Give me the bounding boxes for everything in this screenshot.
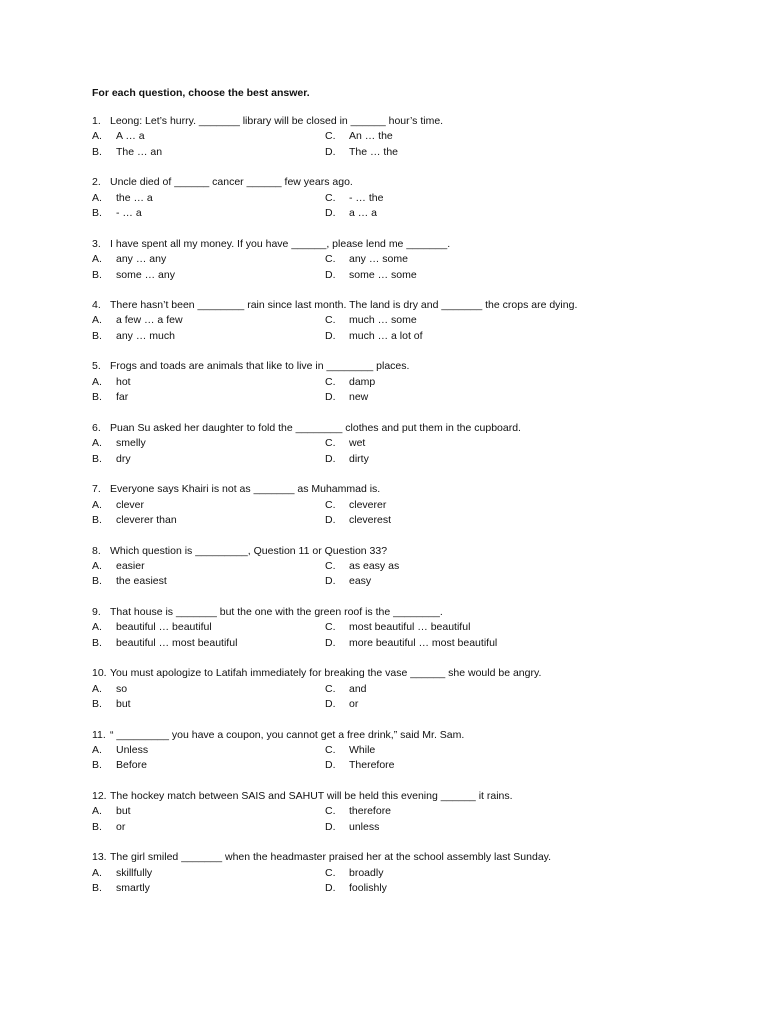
question-text: “ _________ you have a coupon, you cannot get a free drink,” said Mr. Sam. [110, 728, 465, 741]
option-text: easy [349, 575, 372, 588]
option-row [92, 636, 652, 651]
option-letter: A. [92, 130, 102, 143]
question-stem [92, 728, 652, 743]
option-text: more beautiful … most beautiful [349, 636, 498, 649]
option-row [92, 574, 652, 589]
option-row [92, 820, 652, 835]
answer-option [92, 743, 325, 758]
answer-option [325, 866, 558, 881]
answer-option [325, 881, 558, 896]
question-text: The hockey match between SAIS and SAHUT will be held this evening ______ it rains. [110, 789, 513, 802]
question-text: Frogs and toads are animals that like to live in ________ places. [110, 360, 410, 373]
option-text: therefore [349, 805, 392, 818]
option-row [92, 390, 652, 405]
option-letter: D. [325, 575, 336, 588]
option-row [92, 252, 652, 267]
answer-option [92, 252, 325, 267]
option-letter: C. [325, 314, 336, 327]
option-text: smelly [116, 437, 146, 450]
question-text: Which question is _________, Question 11 or Question 33? [110, 544, 388, 557]
option-letter: D. [325, 207, 336, 220]
question-stem [92, 114, 652, 129]
answer-option [92, 498, 325, 513]
option-letter: C. [325, 191, 336, 204]
question-number: 6. [92, 421, 101, 434]
option-text: but [116, 698, 131, 711]
question-block [92, 359, 652, 405]
question-number: 10. [92, 667, 107, 680]
answer-option [92, 268, 325, 283]
question-text: The girl smiled _______ when the headmaster praised her at the school assembly last Sunday. [110, 851, 552, 864]
option-text: While [349, 743, 376, 756]
answer-option [325, 191, 558, 206]
answer-option [92, 313, 325, 328]
option-letter: C. [325, 805, 336, 818]
answer-option [92, 436, 325, 451]
option-text: clever [116, 498, 145, 511]
option-row [92, 697, 652, 712]
question-number: 8. [92, 544, 101, 557]
question-stem [92, 237, 652, 252]
option-letter: C. [325, 559, 336, 572]
question-block [92, 605, 652, 651]
option-text: unless [349, 820, 380, 833]
question-number: 1. [92, 115, 101, 127]
option-letter: C. [325, 866, 336, 879]
answer-option [325, 574, 558, 589]
answer-option [92, 820, 325, 835]
worksheet-page [92, 86, 652, 912]
option-letter: B. [92, 575, 102, 588]
answer-option [325, 804, 558, 819]
option-row [92, 452, 652, 467]
question-text: I have spent all my money. If you have ______, please lend me _______. [110, 237, 451, 250]
answer-option [325, 206, 558, 221]
option-text: cleverer [349, 498, 387, 511]
answer-option [325, 129, 558, 144]
option-letter: A. [92, 866, 102, 879]
answer-option [325, 390, 558, 405]
option-row [92, 129, 652, 144]
option-row [92, 329, 652, 344]
answer-option [325, 436, 558, 451]
answer-option [325, 743, 558, 758]
answer-option [92, 559, 325, 574]
answer-option [92, 513, 325, 528]
answer-option [325, 636, 558, 651]
option-row [92, 436, 652, 451]
question-block [92, 482, 652, 528]
option-letter: A. [92, 314, 102, 327]
option-letter: A. [92, 805, 102, 818]
option-row [92, 375, 652, 390]
option-letter: A. [92, 682, 102, 695]
question-number: 12. [92, 789, 107, 802]
option-letter: B. [92, 636, 102, 649]
option-text: much … some [349, 314, 417, 327]
option-row [92, 866, 652, 881]
question-number: 5. [92, 360, 101, 373]
answer-option [92, 620, 325, 635]
question-block [92, 850, 652, 896]
option-row [92, 559, 652, 574]
question-block [92, 421, 652, 467]
question-stem [92, 789, 652, 804]
option-letter: D. [325, 268, 336, 281]
option-letter: B. [92, 820, 102, 833]
answer-option [92, 375, 325, 390]
answer-option [325, 313, 558, 328]
option-text: or [116, 820, 126, 833]
option-text: skillfully [116, 866, 153, 879]
question-stem [92, 605, 652, 620]
option-text: damp [349, 375, 376, 388]
option-letter: B. [92, 882, 102, 895]
option-letter: A. [92, 253, 102, 266]
option-letter: B. [92, 759, 102, 772]
option-letter: B. [92, 513, 102, 526]
option-text: The … the [349, 145, 399, 158]
answer-option [325, 252, 558, 267]
instruction-heading: For each question, choose the best answer. [92, 87, 310, 99]
answer-option [325, 513, 558, 528]
option-text: Therefore [349, 759, 395, 772]
question-text: You must apologize to Latifah immediately for breaking the vase ______ she would be angry. [110, 667, 542, 680]
option-letter: D. [325, 882, 336, 895]
option-letter: B. [92, 452, 102, 465]
option-text: easier [116, 559, 145, 572]
option-text: but [116, 805, 131, 818]
option-letter: A. [92, 437, 102, 450]
option-row [92, 682, 652, 697]
answer-option [92, 574, 325, 589]
question-list [92, 114, 652, 896]
option-row [92, 206, 652, 221]
option-text: smartly [116, 882, 150, 895]
answer-option [92, 804, 325, 819]
option-text: wet [349, 437, 366, 450]
option-text: the easiest [116, 575, 167, 588]
option-row [92, 513, 652, 528]
option-text: Before [116, 759, 147, 772]
option-text: a … a [349, 207, 378, 220]
answer-option [325, 375, 558, 390]
answer-option [92, 682, 325, 697]
option-text: foolishly [349, 882, 387, 895]
option-text: far [116, 391, 129, 404]
option-text: any … much [116, 329, 175, 342]
option-text: beautiful … most beautiful [116, 636, 238, 649]
option-row [92, 191, 652, 206]
option-letter: D. [325, 329, 336, 342]
option-letter: C. [325, 682, 336, 695]
option-row [92, 743, 652, 758]
option-text: - … a [116, 207, 142, 220]
question-number: 11. [92, 728, 106, 741]
option-text: An … the [349, 130, 393, 143]
question-number: 2. [92, 176, 101, 189]
option-text: so [116, 682, 128, 695]
question-stem [92, 482, 652, 497]
question-number: 9. [92, 605, 101, 618]
question-text: Puan Su asked her daughter to fold the ________ clothes and put them in the cupboard. [110, 421, 521, 434]
question-stem [92, 850, 652, 865]
question-number: 7. [92, 483, 101, 496]
option-row [92, 498, 652, 513]
answer-option [92, 697, 325, 712]
option-row [92, 313, 652, 328]
question-text: Leong: Let’s hurry. _______ library will be closed in ______ hour’s time. [110, 115, 444, 127]
answer-option [325, 758, 558, 773]
question-block [92, 175, 652, 221]
option-text: cleverest [349, 513, 392, 526]
answer-option [325, 268, 558, 283]
option-text: broadly [349, 866, 384, 879]
option-letter: B. [92, 391, 102, 404]
question-stem [92, 421, 652, 436]
option-letter: C. [325, 130, 336, 143]
question-text: There hasn’t been ________ rain since last month. The land is dry and _______ the crops are dying. [110, 299, 578, 312]
question-text: Uncle died of ______ cancer ______ few years ago. [110, 176, 353, 189]
answer-option [325, 145, 558, 160]
option-letter: C. [325, 437, 336, 450]
answer-option [325, 329, 558, 344]
answer-option [92, 206, 325, 221]
answer-option [92, 636, 325, 651]
option-letter: D. [325, 698, 336, 711]
option-letter: B. [92, 207, 102, 220]
question-text: Everyone says Khairi is not as _______ as Muhammad is. [110, 483, 381, 496]
question-block [92, 298, 652, 344]
question-block [92, 728, 652, 774]
option-letter: D. [325, 636, 336, 649]
option-letter: A. [92, 621, 102, 634]
option-row [92, 620, 652, 635]
question-block [92, 789, 652, 835]
answer-option [92, 390, 325, 405]
option-text: or [349, 698, 359, 711]
option-row [92, 145, 652, 160]
question-stem [92, 544, 652, 559]
option-letter: B. [92, 329, 102, 342]
option-letter: A. [92, 498, 102, 511]
option-letter: A. [92, 191, 102, 204]
question-block [92, 544, 652, 590]
question-number: 3. [92, 237, 101, 250]
option-letter: D. [325, 452, 336, 465]
question-stem [92, 666, 652, 681]
option-text: as easy as [349, 559, 400, 572]
answer-option [325, 620, 558, 635]
question-block [92, 114, 652, 160]
option-text: a few … a few [116, 314, 183, 327]
option-row [92, 804, 652, 819]
option-text: A … a [116, 130, 145, 143]
option-text: dirty [349, 452, 369, 465]
question-block [92, 237, 652, 283]
option-letter: D. [325, 513, 336, 526]
option-letter: A. [92, 375, 102, 388]
question-stem [92, 359, 652, 374]
answer-option [325, 697, 558, 712]
answer-option [325, 452, 558, 467]
answer-option [92, 866, 325, 881]
option-text: Unless [116, 743, 149, 756]
option-letter: D. [325, 391, 336, 404]
option-text: dry [116, 452, 131, 465]
option-letter: C. [325, 253, 336, 266]
option-row [92, 268, 652, 283]
option-text: any … some [349, 253, 408, 266]
option-text: new [349, 391, 369, 404]
option-letter: D. [325, 145, 336, 158]
option-letter: A. [92, 743, 102, 756]
answer-option [325, 559, 558, 574]
option-letter: C. [325, 498, 336, 511]
question-number: 4. [92, 299, 101, 312]
option-row [92, 881, 652, 896]
option-text: hot [116, 375, 131, 388]
option-letter: C. [325, 375, 336, 388]
answer-option [92, 329, 325, 344]
answer-option [92, 881, 325, 896]
option-text: most beautiful … beautiful [349, 621, 471, 634]
option-text: cleverer than [116, 513, 177, 526]
option-letter: B. [92, 145, 102, 158]
answer-option [92, 191, 325, 206]
option-text: much … a lot of [349, 329, 423, 342]
question-stem [92, 298, 652, 313]
option-letter: D. [325, 820, 336, 833]
option-text: - … the [349, 191, 384, 204]
option-text: The … an [116, 145, 163, 158]
answer-option [325, 498, 558, 513]
answer-option [325, 820, 558, 835]
answer-option [325, 682, 558, 697]
option-text: any … any [116, 253, 167, 266]
answer-option [92, 758, 325, 773]
option-text: some … any [116, 268, 175, 281]
option-text: some … some [349, 268, 417, 281]
option-text: the … a [116, 191, 153, 204]
option-row [92, 758, 652, 773]
question-text: That house is _______ but the one with the green roof is the ________. [110, 605, 443, 618]
option-text: and [349, 682, 367, 695]
option-letter: B. [92, 268, 102, 281]
option-text: beautiful … beautiful [116, 621, 212, 634]
option-letter: B. [92, 698, 102, 711]
option-letter: A. [92, 559, 102, 572]
option-letter: D. [325, 759, 336, 772]
question-stem [92, 175, 652, 190]
answer-option [92, 452, 325, 467]
question-number: 13. [92, 851, 107, 864]
answer-option [92, 129, 325, 144]
option-letter: C. [325, 621, 336, 634]
answer-option [92, 145, 325, 160]
question-block [92, 666, 652, 712]
option-letter: C. [325, 743, 336, 756]
